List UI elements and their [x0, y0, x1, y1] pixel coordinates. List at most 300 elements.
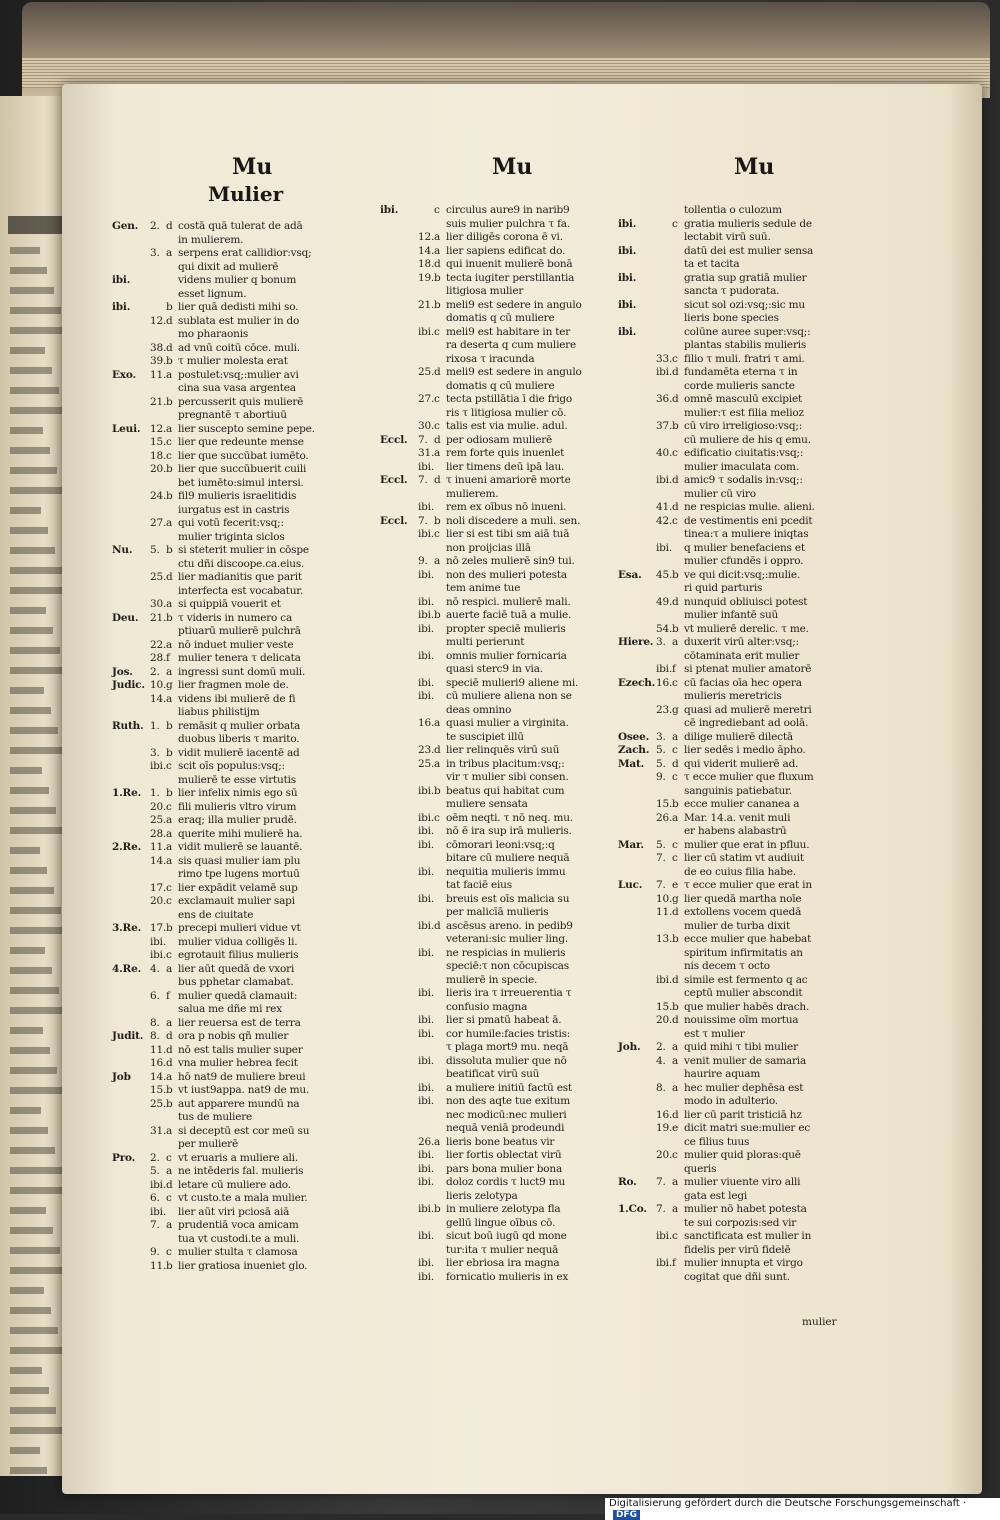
entry-text: qui votū fecerit:vsq;: [178, 517, 284, 529]
entry-num: 7. [418, 433, 428, 446]
entry-line [618, 623, 809, 636]
entry-let: b [672, 568, 679, 581]
left-page-text-line [10, 267, 47, 274]
entry-text: cū muliere aliena non se [446, 690, 572, 702]
entry-text: gata est legi [684, 1189, 748, 1202]
left-page-text-line [10, 1247, 60, 1254]
entry-line [618, 798, 799, 811]
entry-let: d [672, 501, 679, 513]
entry-text: ne intēderis fal. mulieris [178, 1165, 304, 1177]
entry-num: 5. [150, 544, 160, 556]
entry-text: lier madianitis que parit [178, 571, 302, 583]
entry-line [618, 596, 807, 609]
entry-text: mulierem. [446, 487, 499, 500]
entry-line [618, 1001, 809, 1014]
entry-text: pregnantē τ abortiuū [178, 409, 287, 421]
entry-text: Mar. 14.a. venit muli [684, 811, 791, 824]
entry-text: lier que redeunte mense [178, 436, 304, 448]
entry-num: 5. [656, 838, 666, 851]
entry-line [618, 731, 793, 744]
entry-text: mo pharaonis [178, 328, 249, 340]
entry-line [618, 1136, 749, 1149]
entry-line [380, 825, 572, 838]
entry-let: a [166, 827, 173, 840]
entry-line [380, 1028, 570, 1041]
entry-text: lier si pmatū habeat ā. [446, 1014, 562, 1026]
left-page-text-line [10, 667, 67, 674]
entry-line [380, 974, 537, 987]
entry-line [112, 936, 297, 949]
entry-num: 17. [150, 922, 167, 934]
entry-line [380, 636, 524, 649]
entry-line [380, 650, 567, 663]
entry-text: nis decem τ octo [684, 960, 770, 972]
entry-text: nouissime oīm mortua [684, 1014, 799, 1026]
entry-num: ibi. [656, 663, 672, 675]
entry-line [112, 571, 302, 584]
entry-num: 5. [656, 757, 666, 770]
entry-text: gratia mulieris sedule de [684, 217, 812, 230]
entry-text: lectabit virū suū. [684, 231, 771, 243]
entry-line [112, 639, 293, 652]
entry-text: litigiosa mulier [446, 285, 524, 297]
entry-text: costā quā tulerat de adā [178, 220, 303, 232]
entry-num: ibi. [418, 609, 434, 621]
entry-line [380, 218, 570, 231]
entry-let: c [166, 895, 172, 907]
entry-line [618, 1068, 760, 1081]
left-page-text-line [10, 247, 40, 254]
left-page-text-line [10, 447, 50, 454]
entry-line [380, 1082, 572, 1095]
entry-line [380, 1176, 565, 1189]
entry-line [112, 369, 299, 382]
entry-text: cor humile:facies tristis: [446, 1027, 571, 1040]
left-page-text-line [10, 707, 51, 714]
entry-text: lier expādit velamē sup [178, 881, 298, 894]
entry-line [618, 312, 779, 325]
entry-text: mulier que erat in pfluu. [684, 838, 810, 851]
entry-num: 11. [656, 906, 673, 918]
entry-line [380, 326, 570, 339]
entry-ref: ibi. [618, 271, 637, 284]
entry-line [618, 771, 814, 784]
entry-num: ibi. [150, 949, 166, 961]
entry-ref: Hiere. [618, 636, 654, 648]
entry-line [380, 542, 531, 555]
entry-text: sublata est mulier in do [178, 314, 300, 327]
entry-num: ibi. [656, 541, 672, 554]
entry-let: d [166, 314, 173, 327]
entry-line [112, 1233, 299, 1246]
entry-line [112, 1017, 301, 1030]
entry-text: tecta pstillātia ī die frigo [446, 393, 573, 405]
entry-text: tus de muliere [178, 1111, 253, 1123]
entry-let: a [672, 636, 679, 648]
entry-line [380, 1014, 561, 1027]
entry-let: d [672, 366, 679, 378]
entry-line [618, 434, 811, 447]
entry-ref: Esa. [618, 568, 642, 581]
entry-text: mulier tenera τ delicata [178, 652, 301, 664]
entry-text: ris τ litigiosa mulier cō. [446, 406, 567, 419]
entry-num: ibi. [418, 1162, 434, 1175]
entry-line [112, 288, 246, 301]
entry-let: a [434, 717, 441, 729]
catchword: mulier [802, 1316, 837, 1328]
entry-text: propter speciē mulieris [446, 622, 566, 635]
entry-text: mulier quedā clamauit: [178, 989, 298, 1002]
entry-num: 28. [150, 827, 167, 840]
entry-num: 7. [656, 879, 666, 891]
entry-let: d [434, 258, 441, 270]
entry-text: queris [684, 1162, 717, 1175]
entry-num: ibi. [656, 366, 672, 378]
entry-text: mulier triginta siclos [178, 530, 285, 543]
entry-num: 3. [150, 746, 160, 759]
entry-num: 11. [150, 1259, 167, 1272]
left-page-text-line [10, 647, 60, 654]
entry-num: 16. [656, 676, 673, 689]
entry-let: b [434, 514, 441, 527]
entry-text: de vestimentis eni pcedit [684, 514, 813, 527]
entry-line [618, 636, 799, 649]
entry-let: d [434, 474, 441, 486]
entry-num: 49. [656, 595, 673, 608]
entry-num: 2. [150, 220, 160, 232]
entry-text: qui dixit ad mulierē [178, 260, 279, 273]
entry-text: mulier cū viro [684, 487, 756, 500]
left-page-text-line [10, 347, 45, 354]
left-page-text-line [10, 1007, 66, 1014]
entry-line [112, 220, 303, 233]
left-page-text-line [10, 1067, 57, 1074]
entry-ref: ibi. [618, 325, 637, 338]
entry-line [618, 407, 804, 420]
footer-text: Digitalisierung gefördert durch die Deutsche Forschungsgemeinschaft · [609, 1498, 967, 1509]
entry-num: 20. [656, 1149, 673, 1161]
entry-line [618, 528, 808, 541]
entry-line [380, 663, 543, 676]
entry-num: 15. [150, 1084, 167, 1096]
entry-text: cōtaminata erit mulier [684, 649, 800, 662]
entry-text: ve qui dicit:vsq;:mulie. [684, 568, 801, 581]
entry-num: ibi. [418, 501, 434, 513]
entry-text: interfecta est vocabatur. [178, 584, 304, 597]
entry-line [380, 447, 564, 460]
left-page-text-line [10, 287, 54, 294]
entry-num: 33. [656, 352, 673, 365]
entry-let: b [672, 1000, 679, 1013]
entry-line [380, 339, 576, 352]
entry-text: mulier infantē suū [684, 609, 779, 621]
entry-line [618, 1095, 778, 1108]
entry-text: lier cū parit tristiciā hz [684, 1108, 802, 1121]
entry-text: remāsit q mulier orbata [178, 719, 301, 732]
entry-text: mulier nō habet potesta [684, 1203, 807, 1215]
entry-text: mulieris meretricis [684, 690, 782, 702]
entry-text: ne respicias in mulieris [446, 946, 566, 959]
entry-let: d [166, 1043, 173, 1056]
entry-text: eraq; illa mulier prudē. [178, 814, 297, 826]
entry-let: a [166, 638, 173, 651]
entry-num: 27. [418, 393, 435, 405]
entry-num: 38. [150, 341, 167, 354]
left-page-text-line [10, 327, 68, 334]
entry-let: d [672, 1108, 679, 1121]
entry-ref: Joh. [618, 1041, 641, 1053]
left-page-text-line [10, 727, 58, 734]
column-header-1: Mu [232, 154, 273, 180]
entry-line [112, 463, 306, 476]
entry-ref: Ro. [618, 1176, 637, 1188]
entry-text: spiritum infirmitatis an [684, 946, 803, 959]
entry-line [380, 609, 571, 622]
entry-line [618, 1055, 806, 1068]
entry-let: c [672, 447, 678, 459]
entry-line [618, 542, 805, 555]
entry-let: f [672, 663, 676, 675]
entry-let: d [166, 1057, 173, 1069]
entry-text: tat faciē eius [446, 879, 512, 891]
left-page-text-line [10, 807, 56, 814]
entry-ref: Eccl. [380, 514, 408, 527]
entry-let: b [434, 298, 441, 311]
entry-text: vt custo.te a mala mulier. [178, 1192, 308, 1204]
entry-text: mulier innupta et virgo [684, 1257, 803, 1269]
entry-line [380, 1068, 539, 1081]
entry-text: quid mihi τ tibi mulier [684, 1041, 798, 1053]
entry-let: c [166, 436, 172, 448]
entry-line [618, 204, 782, 217]
entry-let: b [434, 271, 441, 284]
entry-num: 20. [150, 800, 167, 813]
entry-line [112, 841, 302, 854]
entry-line [380, 407, 566, 420]
entry-ref: Jos. [112, 665, 133, 678]
entry-num: 11. [150, 368, 167, 381]
entry-line [112, 1246, 298, 1259]
entry-num: 19. [656, 1122, 673, 1134]
entry-text: vir τ mulier sibi consen. [446, 771, 569, 783]
entry-num: 10. [150, 679, 167, 691]
entry-num: 45. [656, 568, 673, 581]
entry-line [618, 960, 770, 973]
entry-let: c [672, 744, 678, 756]
entry-text: ptiuarū mulierē pulchrā [178, 625, 301, 637]
entry-line [380, 758, 565, 771]
entry-num: ibi. [418, 919, 434, 932]
entry-text: qui inuenit mulierē bonā [446, 258, 573, 270]
entry-text: lier sedēs i medio āpho. [684, 744, 806, 756]
entry-line [380, 920, 573, 933]
entry-ref: 1.Re. [112, 787, 142, 799]
entry-num: 7. [656, 1203, 666, 1215]
entry-let: a [166, 1124, 173, 1137]
entry-ref: Eccl. [380, 433, 408, 446]
left-page-text-line [10, 767, 42, 774]
entry-num: ibi. [418, 784, 434, 797]
entry-let: b [672, 420, 679, 432]
entry-line [618, 1230, 811, 1243]
entry-ref: 1.Co. [618, 1203, 647, 1215]
entry-ref: ibi. [112, 274, 131, 286]
left-page-text-line [10, 1467, 47, 1474]
entry-text: postulet:vsq;:mulier avi [178, 368, 299, 381]
entry-line [380, 1122, 564, 1135]
entry-line [112, 1071, 305, 1084]
entry-line [618, 488, 756, 501]
entry-num: ibi. [150, 1178, 166, 1191]
left-page-text-line [10, 307, 61, 314]
entry-line [112, 328, 248, 341]
entry-line [380, 866, 565, 879]
entry-line [112, 1192, 307, 1205]
entry-line [618, 852, 804, 865]
entry-text: cē ingrediebant ad oolā. [684, 717, 809, 729]
entry-line [618, 272, 806, 285]
entry-text: datū dei est mulier sensa [684, 244, 814, 257]
entry-num: 28. [150, 652, 167, 664]
entry-text: beatus qui habitat cum [446, 784, 565, 797]
left-page-text-line [10, 847, 40, 854]
entry-line [380, 515, 580, 528]
entry-text: domatis q cū muliere [446, 312, 555, 324]
entry-text: bet iumēto:simul intersi. [178, 476, 304, 489]
entry-text: ce filius tuus [684, 1135, 750, 1148]
entry-text: si ptenat mulier amatorē [684, 663, 812, 675]
entry-let: c [166, 1192, 172, 1204]
left-page-text-line [10, 1127, 48, 1134]
entry-line [618, 1149, 801, 1162]
entry-line [380, 1230, 567, 1243]
entry-num: 22. [150, 638, 167, 651]
book-page [62, 84, 982, 1494]
entry-line [618, 582, 762, 595]
entry-num: 21. [418, 298, 435, 311]
entry-let: c [166, 1246, 172, 1258]
entry-line [112, 1165, 303, 1178]
entry-num: ibi. [150, 935, 166, 948]
entry-text: plantas stabilis mulieris [684, 339, 807, 351]
entry-line [618, 420, 802, 433]
entry-line [380, 366, 582, 379]
entry-text: suis mulier pulchra τ fa. [446, 217, 570, 230]
entry-text: duobus liberis τ marito. [178, 733, 300, 745]
entry-num: ibi. [418, 595, 434, 608]
entry-num: ibi. [418, 1054, 434, 1067]
entry-text: ta et tacita [684, 258, 740, 270]
entry-text: venit mulier de samaria [684, 1054, 807, 1067]
entry-line [618, 920, 790, 933]
entry-let: c [672, 1149, 678, 1161]
entry-line [112, 1057, 298, 1070]
entry-ref: Ruth. [112, 719, 144, 732]
entry-line [380, 258, 572, 271]
entry-line [112, 234, 243, 247]
entry-line [112, 315, 299, 328]
entry-text: mulierē in specie. [446, 973, 538, 986]
entry-num: ibi. [418, 649, 434, 662]
entry-let: b [166, 463, 173, 475]
entry-let: c [166, 949, 172, 961]
entry-text: si deceptū est cor meū su [178, 1124, 310, 1137]
entry-let: b [166, 611, 173, 624]
entry-ref: Mar. [618, 838, 644, 851]
entry-text: τ ecce mulier que erat in [684, 879, 812, 891]
entry-text: nō zeles mulierē sin9 tui. [446, 555, 575, 567]
entry-num: ibi. [418, 865, 434, 878]
entry-let: d [434, 433, 441, 446]
entry-num: 9. [418, 555, 428, 567]
entry-text: quasi sterc9 in via. [446, 663, 543, 675]
entry-num: 8. [656, 1081, 666, 1094]
entry-let: b [166, 490, 173, 502]
entry-num: 31. [150, 1124, 167, 1137]
entry-let: g [672, 703, 679, 716]
entry-let: f [166, 989, 170, 1002]
entry-num: ibi. [418, 528, 434, 540]
entry-line [618, 663, 811, 676]
entry-line [112, 706, 260, 719]
entry-line [618, 758, 798, 771]
entry-num: 26. [418, 1135, 435, 1148]
entry-text: ingressi sunt domū muli. [178, 665, 306, 678]
entry-text: τ mulier molesta erat [178, 355, 288, 367]
column-header-3: Mu [734, 154, 775, 180]
entry-text: deas omnino [446, 703, 512, 716]
entry-text: egrotauit filius mulieris [178, 949, 299, 961]
entry-line [380, 1271, 568, 1284]
entry-line [380, 501, 566, 514]
entry-num: 14. [150, 1070, 167, 1083]
entry-text: lier aūt viri pciosā aiā [178, 1205, 290, 1218]
entry-num: 6. [150, 989, 160, 1002]
entry-line [380, 744, 559, 757]
entry-line [618, 812, 790, 825]
entry-num: ibi. [656, 474, 672, 486]
entry-num: 11. [150, 841, 167, 853]
entry-text: bus pphetar clamabat. [178, 976, 294, 988]
entry-line [380, 582, 520, 595]
entry-line [112, 720, 300, 733]
entry-let: d [672, 474, 679, 486]
entry-text: corde mulieris sancte [684, 379, 795, 392]
entry-line [380, 704, 511, 717]
entry-text: lier quedā martha noīe [684, 892, 802, 905]
entry-text: talis est via mulie. adul. [446, 420, 568, 432]
entry-text: rem forte quis inuenlet [446, 447, 565, 459]
entry-line [380, 434, 552, 447]
entry-text: vidit mulierē iacentē ad [178, 746, 300, 759]
entry-num: 9. [150, 1246, 160, 1258]
entry-text: ne respicias mulie. alieni. [684, 501, 815, 513]
entry-ref: ibi. [618, 217, 637, 230]
entry-text: de eo cuius filia habe. [684, 865, 796, 878]
entry-text: sanguinis patiebatur. [684, 784, 792, 797]
entry-line [618, 933, 811, 946]
entry-line [380, 879, 512, 892]
entry-text: sanctificata est mulier in [684, 1230, 812, 1242]
left-page-text-line [10, 887, 54, 894]
entry-line [112, 531, 285, 544]
entry-line [112, 895, 295, 908]
entry-let: d [166, 341, 173, 354]
entry-let: d [166, 571, 173, 583]
entry-text: colūne auree super:vsq;: [684, 325, 811, 338]
entry-let: d [434, 919, 441, 932]
entry-let: g [672, 892, 679, 905]
